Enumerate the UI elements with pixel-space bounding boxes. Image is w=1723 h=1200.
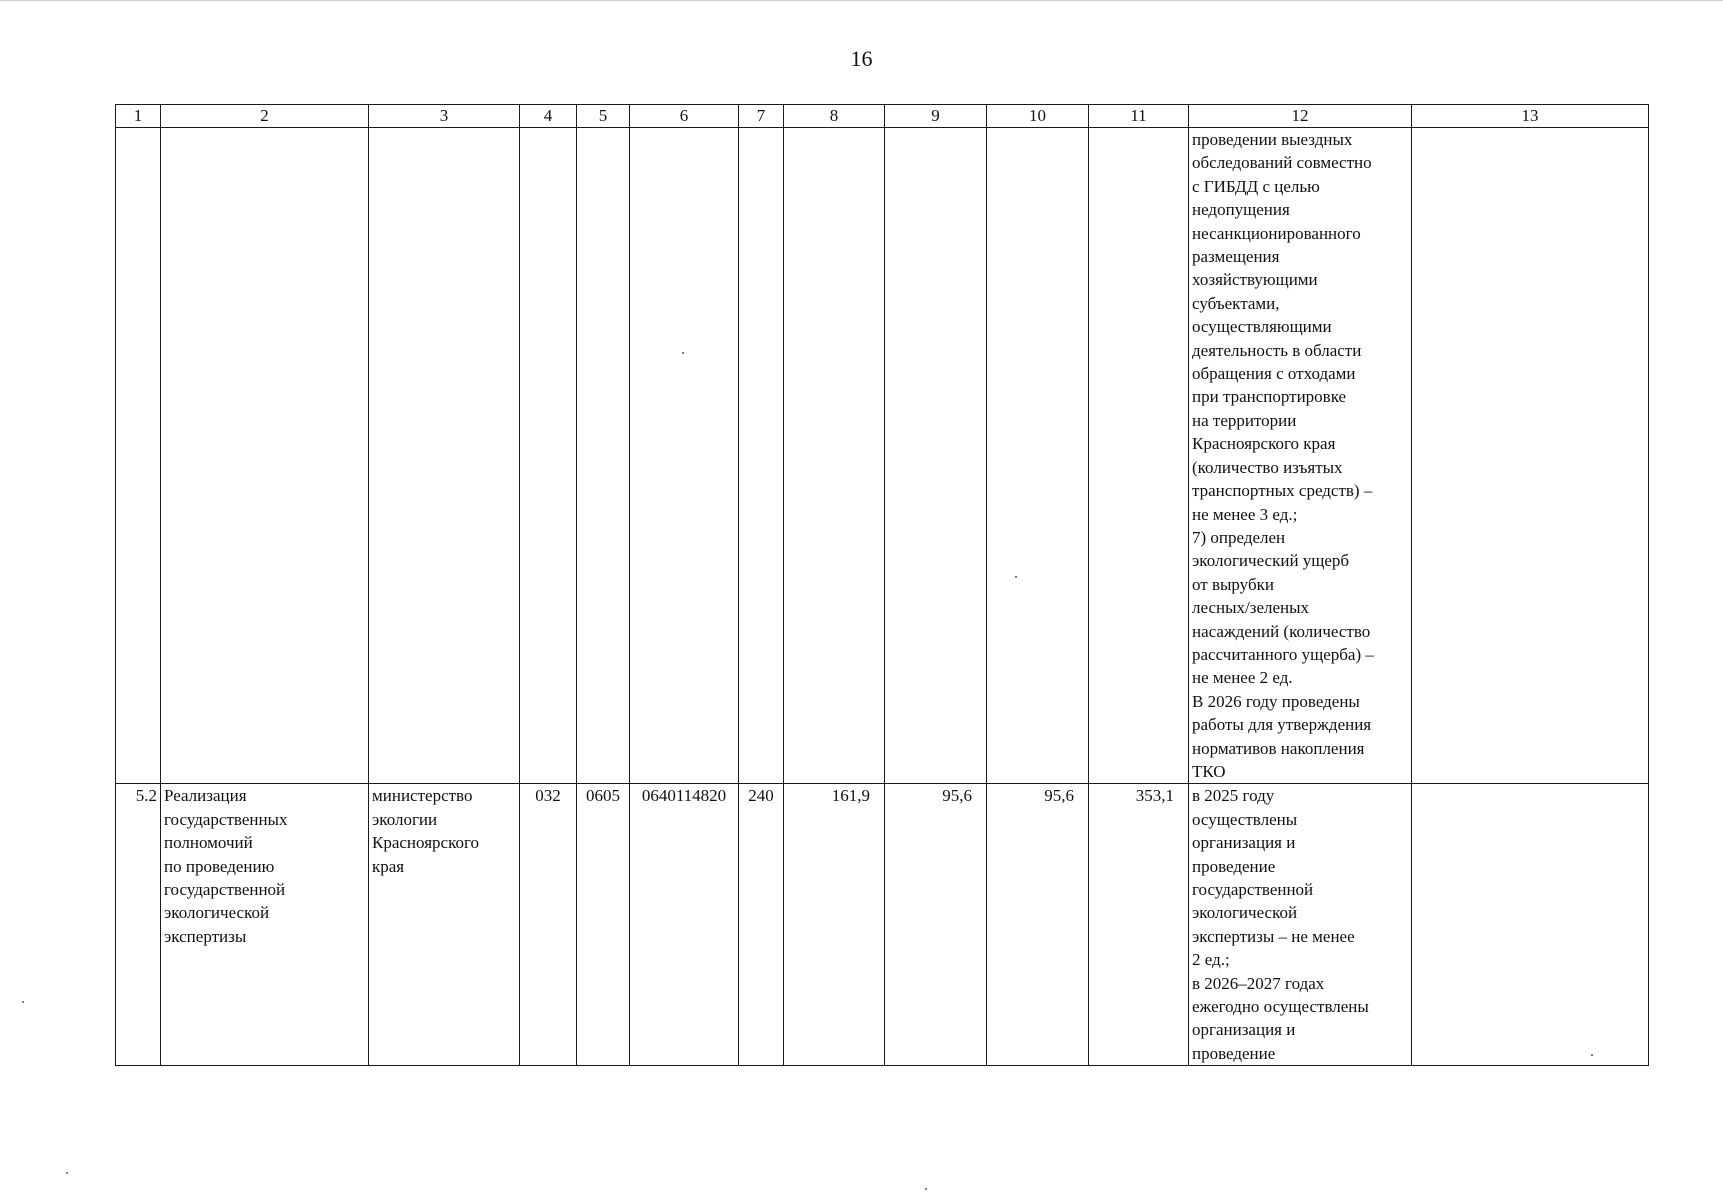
table-cell xyxy=(1412,128,1649,784)
text-line: на территории xyxy=(1192,410,1297,430)
scan-speck xyxy=(1591,1054,1593,1056)
text-line: не менее 3 ед.; xyxy=(1192,504,1298,524)
text-line: не менее 2 ед. xyxy=(1192,668,1293,688)
column-header: 8 xyxy=(784,105,885,128)
text-line: государственной xyxy=(1192,880,1314,899)
text-line: ТКО xyxy=(1192,761,1226,781)
text-line: лесных/зеленых xyxy=(1192,598,1310,618)
text-line: с ГИБДД с целью xyxy=(1192,176,1320,196)
text-line: Реализация xyxy=(164,786,247,806)
text-line: 7) определен xyxy=(1192,527,1286,547)
value-2025: 161,9 xyxy=(784,784,885,1066)
text-line: обращения с отходами xyxy=(1192,364,1356,384)
vr-code: 240 xyxy=(739,784,784,1066)
column-header: 12 xyxy=(1189,105,1412,128)
table-cell xyxy=(630,128,739,784)
text-line: экспертизы xyxy=(164,926,247,946)
text-line: министерство xyxy=(372,786,473,806)
text-line: проведении выездных xyxy=(1192,130,1353,149)
text-line: осуществлены xyxy=(1192,809,1298,829)
table-cell xyxy=(1089,128,1189,784)
column-header: 3 xyxy=(369,105,520,128)
column-header: 7 xyxy=(739,105,784,128)
text-line: размещения xyxy=(1192,247,1280,267)
text-line: экологии xyxy=(372,809,438,829)
scan-speck xyxy=(1015,576,1017,578)
text-line: проведение xyxy=(1192,856,1276,876)
text-line: несанкционированного xyxy=(1192,223,1361,243)
text-line: экологической xyxy=(1192,903,1298,923)
text-line: полномочий xyxy=(164,833,253,853)
column-header: 5 xyxy=(577,105,630,128)
text-line: осуществляющими xyxy=(1192,317,1332,337)
column-header: 9 xyxy=(885,105,987,128)
text-line: в 2026–2027 годах xyxy=(1192,973,1325,993)
table-cell xyxy=(784,128,885,784)
text-line: от вырубки xyxy=(1192,574,1274,594)
column-header: 13 xyxy=(1412,105,1649,128)
text-line: экологической xyxy=(164,903,270,923)
results-cell xyxy=(1189,128,1412,784)
scan-speck xyxy=(682,352,684,354)
notes-cell xyxy=(1412,784,1649,1066)
table-cell xyxy=(885,128,987,784)
column-header: 6 xyxy=(630,105,739,128)
scan-speck xyxy=(925,1188,927,1190)
table-cell xyxy=(369,128,520,784)
grbs-code: 032 xyxy=(520,784,577,1066)
column-header: 10 xyxy=(987,105,1089,128)
text-line: В 2026 году проведены xyxy=(1192,691,1360,711)
text-line: хозяйствующими xyxy=(1192,270,1318,290)
table-cell xyxy=(739,128,784,784)
text-line: Красноярского края xyxy=(1192,434,1336,454)
scan-edge xyxy=(0,0,1723,1)
scan-speck xyxy=(22,1001,24,1003)
table-cell xyxy=(520,128,577,784)
text-line: государственной xyxy=(164,880,286,899)
text-line: при транспортировке xyxy=(1192,387,1347,407)
text-line: обследований совместно xyxy=(1192,153,1372,173)
column-header: 2 xyxy=(161,105,369,128)
page-number: 16 xyxy=(850,46,873,71)
text-line: в 2025 году xyxy=(1192,786,1275,806)
text-line: организация и xyxy=(1192,1020,1296,1040)
text-line: недопущения xyxy=(1192,200,1290,220)
report-table xyxy=(115,104,1649,1066)
text-line: государственных xyxy=(164,809,288,829)
text-line: работы для утверждения xyxy=(1192,715,1372,735)
table-cell xyxy=(116,128,161,784)
text-line: края xyxy=(372,856,405,876)
header-row xyxy=(116,105,1649,128)
text-line: транспортных средств) – xyxy=(1192,481,1373,501)
column-header: 1 xyxy=(116,105,161,128)
text-line: Красноярского xyxy=(372,833,480,853)
row-number: 5.2 xyxy=(116,784,161,1066)
table-cell xyxy=(161,128,369,784)
continuation-row xyxy=(116,128,1649,784)
text-line: деятельность в области xyxy=(1192,340,1362,360)
value-2027: 95,6 xyxy=(987,784,1089,1066)
results-cell xyxy=(1189,784,1412,1066)
scan-speck xyxy=(66,1172,68,1174)
text-line: (количество изъятых xyxy=(1192,457,1343,477)
text-line: нормативов накопления xyxy=(1192,738,1365,758)
text-line: ежегодно осуществлены xyxy=(1192,997,1369,1017)
text-line: субъектами, xyxy=(1192,293,1280,313)
text-line: насаждений (количество xyxy=(1192,621,1371,641)
text-line: рассчитанного ущерба) – xyxy=(1192,644,1374,664)
column-header: 4 xyxy=(520,105,577,128)
measure-name-cell xyxy=(161,784,369,1066)
table-cell xyxy=(577,128,630,784)
text-line: проведение xyxy=(1192,1043,1276,1063)
csr-code: 0640114820 xyxy=(630,784,739,1066)
column-header: 11 xyxy=(1089,105,1189,128)
value-total: 353,1 xyxy=(1089,784,1189,1066)
rzpr-code: 0605 xyxy=(577,784,630,1066)
table-row-5-2 xyxy=(116,784,1649,1066)
text-line: 2 ед.; xyxy=(1192,950,1230,970)
text-line: организация и xyxy=(1192,833,1296,853)
text-line: экспертизы – не менее xyxy=(1192,926,1355,946)
value-2026: 95,6 xyxy=(885,784,987,1066)
text-line: экологический ущерб xyxy=(1192,551,1350,571)
executor-cell xyxy=(369,784,520,1066)
table-cell xyxy=(987,128,1089,784)
text-line: по проведению xyxy=(164,856,275,876)
